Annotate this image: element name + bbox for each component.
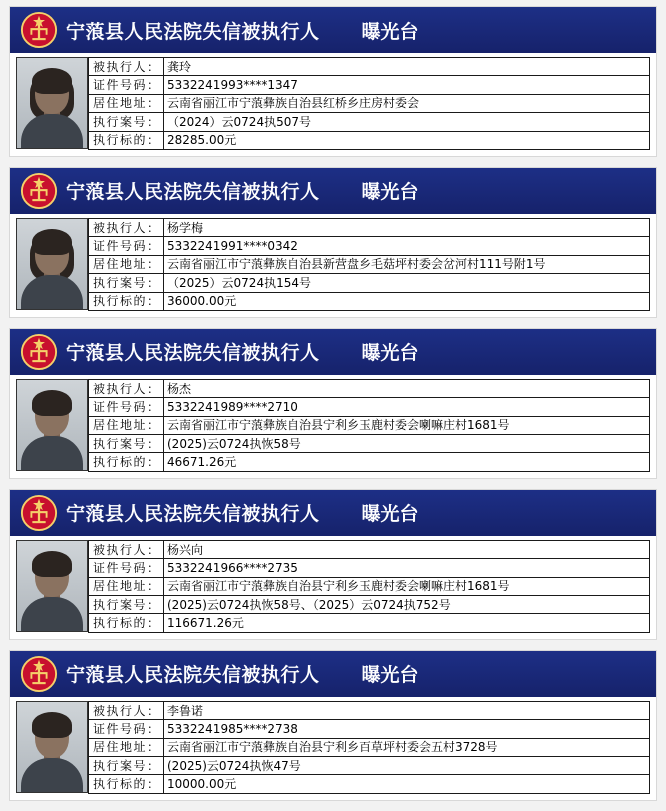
card-banner <box>10 329 656 375</box>
value-id: 5332241991****0342 <box>164 237 650 255</box>
label-id: 证件号码： <box>89 398 164 416</box>
card-body <box>10 697 656 800</box>
label-case: 执行案号： <box>89 274 164 292</box>
banner-subtitle: 曝光台 <box>361 342 419 365</box>
table-row <box>89 131 650 149</box>
table-row <box>89 218 650 236</box>
debtor-card <box>9 328 657 479</box>
value-amount: 46671.26元 <box>164 453 650 471</box>
value-amount: 36000.00元 <box>164 292 650 310</box>
debtor-info-table <box>88 701 650 794</box>
table-row <box>89 435 650 453</box>
value-address: 云南省丽江市宁蒗彝族自治县红桥乡庄房村委会 <box>164 94 650 112</box>
value-name: 杨兴向 <box>164 540 650 558</box>
court-emblem-icon <box>20 11 58 49</box>
table-row <box>89 76 650 94</box>
banner-subtitle: 曝光台 <box>361 20 419 43</box>
card-banner <box>10 490 656 536</box>
card-banner <box>10 168 656 214</box>
court-emblem-icon <box>20 333 58 371</box>
debtor-photo <box>16 218 88 310</box>
debtor-card <box>9 650 657 801</box>
card-body <box>10 375 656 478</box>
table-row <box>89 756 650 774</box>
banner-subtitle: 曝光台 <box>361 181 419 204</box>
debtor-info-table <box>88 540 650 633</box>
value-name: 龚玲 <box>164 58 650 76</box>
debtor-info-table <box>88 379 650 472</box>
label-name: 被执行人： <box>89 379 164 397</box>
label-amount: 执行标的： <box>89 614 164 632</box>
table-row <box>89 453 650 471</box>
debtor-photo <box>16 701 88 793</box>
card-banner <box>10 651 656 697</box>
banner-title: 宁蒗县人民法院失信被执行人 <box>66 342 320 365</box>
label-case: 执行案号： <box>89 756 164 774</box>
table-row <box>89 701 650 719</box>
value-case: （2025）云0724执154号 <box>164 274 650 292</box>
label-case: 执行案号： <box>89 113 164 131</box>
value-id: 5332241966****2735 <box>164 559 650 577</box>
label-amount: 执行标的： <box>89 131 164 149</box>
value-name: 杨杰 <box>164 379 650 397</box>
label-case: 执行案号： <box>89 435 164 453</box>
debtor-card <box>9 489 657 640</box>
label-amount: 执行标的： <box>89 453 164 471</box>
banner-title: 宁蒗县人民法院失信被执行人 <box>66 503 320 526</box>
value-name: 李鲁诺 <box>164 701 650 719</box>
table-row <box>89 255 650 273</box>
table-row <box>89 596 650 614</box>
table-row <box>89 559 650 577</box>
value-case: (2025)云0724执恢47号 <box>164 756 650 774</box>
table-row <box>89 113 650 131</box>
label-id: 证件号码： <box>89 76 164 94</box>
table-row <box>89 94 650 112</box>
label-id: 证件号码： <box>89 559 164 577</box>
debtor-photo <box>16 540 88 632</box>
debtor-photo <box>16 379 88 471</box>
value-amount: 116671.26元 <box>164 614 650 632</box>
table-row <box>89 738 650 756</box>
card-body <box>10 53 656 156</box>
table-row <box>89 274 650 292</box>
card-body <box>10 536 656 639</box>
banner-title: 宁蒗县人民法院失信被执行人 <box>66 181 320 204</box>
debtor-info-table <box>88 218 650 311</box>
table-row <box>89 775 650 793</box>
label-address: 居住地址： <box>89 255 164 273</box>
label-address: 居住地址： <box>89 94 164 112</box>
banner-subtitle: 曝光台 <box>361 503 419 526</box>
table-row <box>89 540 650 558</box>
value-address: 云南省丽江市宁蒗彝族自治县宁利乡玉鹿村委会喇嘛庄村1681号 <box>164 416 650 434</box>
banner-title: 宁蒗县人民法院失信被执行人 <box>66 20 320 43</box>
value-case: (2025)云0724执恢58号 <box>164 435 650 453</box>
banner-subtitle: 曝光台 <box>361 664 419 687</box>
label-amount: 执行标的： <box>89 775 164 793</box>
court-emblem-icon <box>20 172 58 210</box>
table-row <box>89 614 650 632</box>
value-address: 云南省丽江市宁蒗彝族自治县宁利乡百草坪村委会五村3728号 <box>164 738 650 756</box>
value-address: 云南省丽江市宁蒗彝族自治县宁利乡玉鹿村委会喇嘛庄村1681号 <box>164 577 650 595</box>
label-name: 被执行人： <box>89 58 164 76</box>
label-id: 证件号码： <box>89 720 164 738</box>
table-row <box>89 577 650 595</box>
debtor-card <box>9 167 657 318</box>
court-emblem-icon <box>20 655 58 693</box>
card-banner <box>10 7 656 53</box>
label-amount: 执行标的： <box>89 292 164 310</box>
value-amount: 28285.00元 <box>164 131 650 149</box>
label-name: 被执行人： <box>89 218 164 236</box>
debtor-info-table <box>88 57 650 150</box>
court-emblem-icon <box>20 494 58 532</box>
value-case: （2024）云0724执507号 <box>164 113 650 131</box>
debtor-card <box>9 6 657 157</box>
value-id: 5332241985****2738 <box>164 720 650 738</box>
value-id: 5332241989****2710 <box>164 398 650 416</box>
value-address: 云南省丽江市宁蒗彝族自治县新营盘乡毛菇坪村委会岔河村111号附1号 <box>164 255 650 273</box>
label-name: 被执行人： <box>89 540 164 558</box>
label-address: 居住地址： <box>89 577 164 595</box>
value-amount: 10000.00元 <box>164 775 650 793</box>
table-row <box>89 720 650 738</box>
table-row <box>89 416 650 434</box>
label-id: 证件号码： <box>89 237 164 255</box>
label-name: 被执行人： <box>89 701 164 719</box>
table-row <box>89 398 650 416</box>
label-address: 居住地址： <box>89 416 164 434</box>
table-row <box>89 58 650 76</box>
table-row <box>89 379 650 397</box>
value-case: (2025)云0724执恢58号、（2025）云0724执752号 <box>164 596 650 614</box>
value-id: 5332241993****1347 <box>164 76 650 94</box>
card-body <box>10 214 656 317</box>
label-address: 居住地址： <box>89 738 164 756</box>
value-name: 杨学梅 <box>164 218 650 236</box>
table-row <box>89 237 650 255</box>
table-row <box>89 292 650 310</box>
banner-title: 宁蒗县人民法院失信被执行人 <box>66 664 320 687</box>
debtor-photo <box>16 57 88 149</box>
label-case: 执行案号： <box>89 596 164 614</box>
